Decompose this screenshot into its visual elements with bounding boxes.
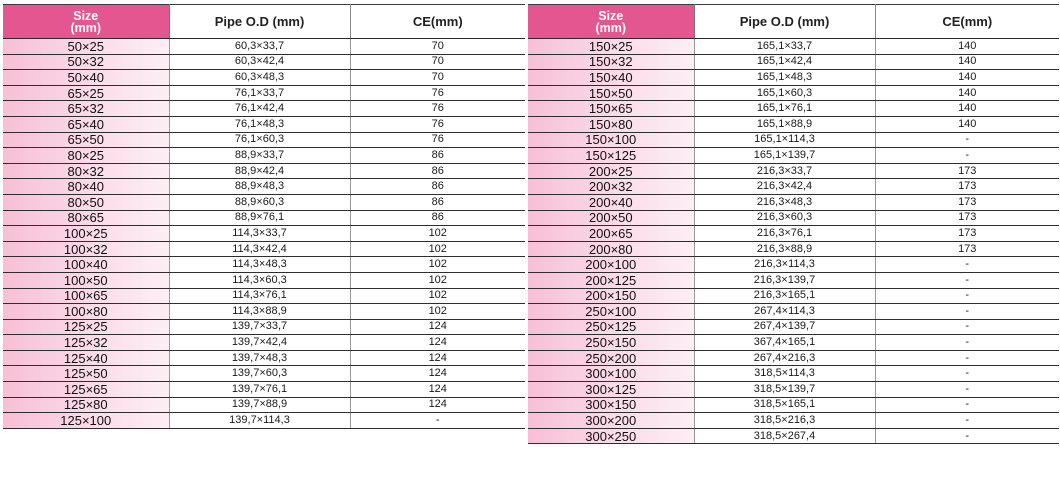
table-row (528, 257, 1059, 273)
table-row (528, 54, 1059, 70)
right-table-body (528, 39, 1059, 444)
pipe-od-cell: 139,7×114,3 (169, 413, 350, 429)
table-row (528, 179, 1059, 195)
table-row (528, 382, 1059, 398)
pipe-od-cell: 165,1×60,3 (694, 85, 875, 101)
table-row (528, 101, 1059, 117)
ce-cell: 173 (875, 163, 1059, 179)
ce-cell: 140 (875, 101, 1059, 117)
size-cell: 300×250 (528, 428, 694, 444)
pipe-od-cell: 216,3×76,1 (694, 226, 875, 242)
ce-cell: - (875, 288, 1059, 304)
table-row (3, 148, 525, 164)
size-cell: 200×50 (528, 210, 694, 226)
pipe-od-cell: 367,4×165,1 (694, 335, 875, 351)
pipe-od-cell: 114,3×76,1 (169, 288, 350, 304)
size-cell: 300×125 (528, 382, 694, 398)
size-cell: 200×100 (528, 257, 694, 273)
ce-cell: - (875, 335, 1059, 351)
table-row (528, 335, 1059, 351)
table-header-row (3, 5, 525, 39)
size-cell: 100×25 (3, 226, 169, 242)
pipe-od-cell: 318,5×216,3 (694, 413, 875, 429)
table-row (528, 428, 1059, 444)
ce-cell: 124 (350, 366, 525, 382)
pipe-od-cell: 267,4×216,3 (694, 350, 875, 366)
table-row (3, 210, 525, 226)
pipe-od-cell: 76,1×33,7 (169, 85, 350, 101)
table-row (528, 413, 1059, 429)
pipe-od-cell: 60,3×42,4 (169, 54, 350, 70)
pipe-od-cell: 88,9×48,3 (169, 179, 350, 195)
size-cell: 125×80 (3, 397, 169, 413)
pipe-od-cell: 139,7×60,3 (169, 366, 350, 382)
ce-cell: 173 (875, 241, 1059, 257)
pipe-od-cell: 165,1×139,7 (694, 148, 875, 164)
ce-cell: 102 (350, 241, 525, 257)
pipe-od-cell: 88,9×60,3 (169, 194, 350, 210)
ce-cell: - (875, 350, 1059, 366)
ce-cell: - (875, 397, 1059, 413)
ce-cell: 70 (350, 70, 525, 86)
table-row (528, 39, 1059, 55)
ce-cell: 140 (875, 54, 1059, 70)
size-cell: 100×32 (3, 241, 169, 257)
pipe-od-cell: 216,3×42,4 (694, 179, 875, 195)
pipe-od-cell: 216,3×60,3 (694, 210, 875, 226)
table-row (528, 304, 1059, 320)
table-row (528, 366, 1059, 382)
table-header-row (528, 5, 1059, 39)
ce-cell: 70 (350, 39, 525, 55)
table-row (3, 288, 525, 304)
size-cell: 200×150 (528, 288, 694, 304)
pipe-od-cell: 139,7×88,9 (169, 397, 350, 413)
pipe-od-cell: 216,3×114,3 (694, 257, 875, 273)
ce-cell: 76 (350, 132, 525, 148)
ce-cell: 140 (875, 39, 1059, 55)
table-row (3, 85, 525, 101)
right-size-table (528, 4, 1059, 444)
pipe-od-cell: 88,9×76,1 (169, 210, 350, 226)
size-cell: 200×25 (528, 163, 694, 179)
table-row (3, 366, 525, 382)
size-cell: 65×32 (3, 101, 169, 117)
table-row (528, 70, 1059, 86)
pipe-od-cell: 318,5×139,7 (694, 382, 875, 398)
table-row (528, 350, 1059, 366)
ce-cell: 102 (350, 272, 525, 288)
size-cell: 200×32 (528, 179, 694, 195)
pipe-od-cell: 139,7×33,7 (169, 319, 350, 335)
ce-cell: 124 (350, 335, 525, 351)
ce-cell: 124 (350, 350, 525, 366)
size-cell: 100×50 (3, 272, 169, 288)
table-row (3, 397, 525, 413)
table-row (3, 413, 525, 429)
table-row (3, 163, 525, 179)
table-row (528, 116, 1059, 132)
table-row (528, 210, 1059, 226)
pipe-od-cell: 76,1×42,4 (169, 101, 350, 117)
pipe-od-header: Pipe O.D (mm) (169, 5, 350, 39)
ce-header: CE(mm) (875, 5, 1059, 39)
pipe-od-cell: 114,3×60,3 (169, 272, 350, 288)
size-cell: 80×32 (3, 163, 169, 179)
pipe-od-cell: 60,3×48,3 (169, 70, 350, 86)
pipe-od-cell: 76,1×48,3 (169, 116, 350, 132)
table-row (528, 241, 1059, 257)
size-cell: 50×32 (3, 54, 169, 70)
pipe-od-cell: 165,1×76,1 (694, 101, 875, 117)
size-cell: 150×65 (528, 101, 694, 117)
size-cell: 200×125 (528, 272, 694, 288)
ce-cell: 173 (875, 210, 1059, 226)
size-cell: 300×150 (528, 397, 694, 413)
size-cell: 50×25 (3, 39, 169, 55)
ce-cell: 86 (350, 210, 525, 226)
table-row (3, 350, 525, 366)
pipe-od-cell: 114,3×42,4 (169, 241, 350, 257)
size-cell: 200×80 (528, 241, 694, 257)
table-row (3, 319, 525, 335)
table-row (3, 116, 525, 132)
pipe-od-cell: 114,3×33,7 (169, 226, 350, 242)
size-cell: 125×100 (3, 413, 169, 429)
pipe-od-cell: 139,7×42,4 (169, 335, 350, 351)
size-cell: 150×80 (528, 116, 694, 132)
size-cell: 250×150 (528, 335, 694, 351)
pipe-od-cell: 267,4×114,3 (694, 304, 875, 320)
pipe-od-cell: 165,1×42,4 (694, 54, 875, 70)
ce-cell: 76 (350, 101, 525, 117)
pipe-od-cell: 216,3×88,9 (694, 241, 875, 257)
ce-cell: 173 (875, 179, 1059, 195)
table-row (528, 194, 1059, 210)
table-row (3, 226, 525, 242)
pipe-od-cell: 318,5×165,1 (694, 397, 875, 413)
table-row (3, 272, 525, 288)
table-row (528, 85, 1059, 101)
ce-cell: 76 (350, 116, 525, 132)
table-row (3, 132, 525, 148)
table-row (3, 382, 525, 398)
pipe-od-cell: 165,1×33,7 (694, 39, 875, 55)
pipe-od-cell: 139,7×48,3 (169, 350, 350, 366)
pipe-od-cell: 267,4×139,7 (694, 319, 875, 335)
size-header (3, 5, 169, 39)
pipe-od-cell: 165,1×114,3 (694, 132, 875, 148)
ce-cell: 102 (350, 288, 525, 304)
size-cell: 150×50 (528, 85, 694, 101)
size-cell: 150×125 (528, 148, 694, 164)
table-row (3, 257, 525, 273)
ce-cell: - (875, 382, 1059, 398)
size-cell: 65×25 (3, 85, 169, 101)
table-row (528, 148, 1059, 164)
size-cell: 150×100 (528, 132, 694, 148)
pipe-od-cell: 165,1×88,9 (694, 116, 875, 132)
ce-cell: 124 (350, 397, 525, 413)
table-row (528, 132, 1059, 148)
size-cell: 125×50 (3, 366, 169, 382)
table-row (3, 335, 525, 351)
size-cell: 300×100 (528, 366, 694, 382)
table-row (528, 272, 1059, 288)
left-table-body (3, 39, 525, 429)
size-cell: 65×50 (3, 132, 169, 148)
table-row (3, 241, 525, 257)
size-cell: 250×125 (528, 319, 694, 335)
size-cell: 125×40 (3, 350, 169, 366)
size-header-unit: (mm) (595, 20, 627, 35)
table-row (528, 397, 1059, 413)
ce-cell: 140 (875, 85, 1059, 101)
ce-cell: - (875, 257, 1059, 273)
size-cell: 125×32 (3, 335, 169, 351)
pipe-od-cell: 216,3×48,3 (694, 194, 875, 210)
ce-cell: 102 (350, 226, 525, 242)
table-row (3, 101, 525, 117)
size-cell: 100×40 (3, 257, 169, 273)
size-cell: 200×40 (528, 194, 694, 210)
pipe-od-header: Pipe O.D (mm) (694, 5, 875, 39)
table-row (3, 194, 525, 210)
ce-cell: - (875, 148, 1059, 164)
pipe-od-cell: 88,9×33,7 (169, 148, 350, 164)
ce-cell: 173 (875, 226, 1059, 242)
size-cell: 125×25 (3, 319, 169, 335)
ce-cell: - (350, 413, 525, 429)
ce-cell: 102 (350, 257, 525, 273)
ce-cell: - (875, 304, 1059, 320)
table-row (3, 54, 525, 70)
table-row (3, 179, 525, 195)
size-cell: 80×65 (3, 210, 169, 226)
size-cell: 250×200 (528, 350, 694, 366)
size-cell: 100×65 (3, 288, 169, 304)
ce-cell: 86 (350, 148, 525, 164)
ce-cell: - (875, 272, 1059, 288)
table-row (3, 70, 525, 86)
ce-cell: 140 (875, 70, 1059, 86)
ce-cell: 124 (350, 382, 525, 398)
size-cell: 80×50 (3, 194, 169, 210)
ce-cell: 86 (350, 194, 525, 210)
size-cell: 250×100 (528, 304, 694, 320)
table-row (3, 304, 525, 320)
pipe-od-cell: 216,3×33,7 (694, 163, 875, 179)
pipe-od-cell: 88,9×42,4 (169, 163, 350, 179)
size-cell: 65×40 (3, 116, 169, 132)
ce-cell: 76 (350, 85, 525, 101)
ce-cell: - (875, 428, 1059, 444)
size-cell: 50×40 (3, 70, 169, 86)
pipe-od-cell: 76,1×60,3 (169, 132, 350, 148)
size-cell: 300×200 (528, 413, 694, 429)
left-size-table (3, 4, 525, 429)
pipe-od-cell: 114,3×48,3 (169, 257, 350, 273)
pipe-od-cell: 318,5×114,3 (694, 366, 875, 382)
table-row (528, 163, 1059, 179)
size-cell: 80×25 (3, 148, 169, 164)
size-cell: 100×80 (3, 304, 169, 320)
pipe-od-cell: 139,7×76,1 (169, 382, 350, 398)
table-row (3, 39, 525, 55)
pipe-od-cell: 216,3×139,7 (694, 272, 875, 288)
size-cell: 150×40 (528, 70, 694, 86)
ce-cell: 86 (350, 179, 525, 195)
size-header (528, 5, 694, 39)
ce-cell: 102 (350, 304, 525, 320)
size-header-unit: (mm) (70, 20, 102, 35)
pipe-od-cell: 318,5×267,4 (694, 428, 875, 444)
size-cell: 125×65 (3, 382, 169, 398)
pipe-od-cell: 60,3×33,7 (169, 39, 350, 55)
ce-cell: 124 (350, 319, 525, 335)
size-cell: 200×65 (528, 226, 694, 242)
size-header-label: Size (73, 8, 99, 23)
pipe-od-cell: 114,3×88,9 (169, 304, 350, 320)
ce-cell: 86 (350, 163, 525, 179)
size-cell: 80×40 (3, 179, 169, 195)
ce-cell: 173 (875, 194, 1059, 210)
ce-cell: - (875, 319, 1059, 335)
size-header-label: Size (598, 8, 624, 23)
pipe-od-cell: 216,3×165,1 (694, 288, 875, 304)
ce-cell: 140 (875, 116, 1059, 132)
pipe-od-cell: 165,1×48,3 (694, 70, 875, 86)
size-cell: 150×25 (528, 39, 694, 55)
ce-cell: - (875, 366, 1059, 382)
table-row (528, 319, 1059, 335)
ce-cell: - (875, 132, 1059, 148)
ce-header: CE(mm) (350, 5, 525, 39)
table-row (528, 226, 1059, 242)
table-row (528, 288, 1059, 304)
ce-cell: 70 (350, 54, 525, 70)
ce-cell: - (875, 413, 1059, 429)
size-cell: 150×32 (528, 54, 694, 70)
